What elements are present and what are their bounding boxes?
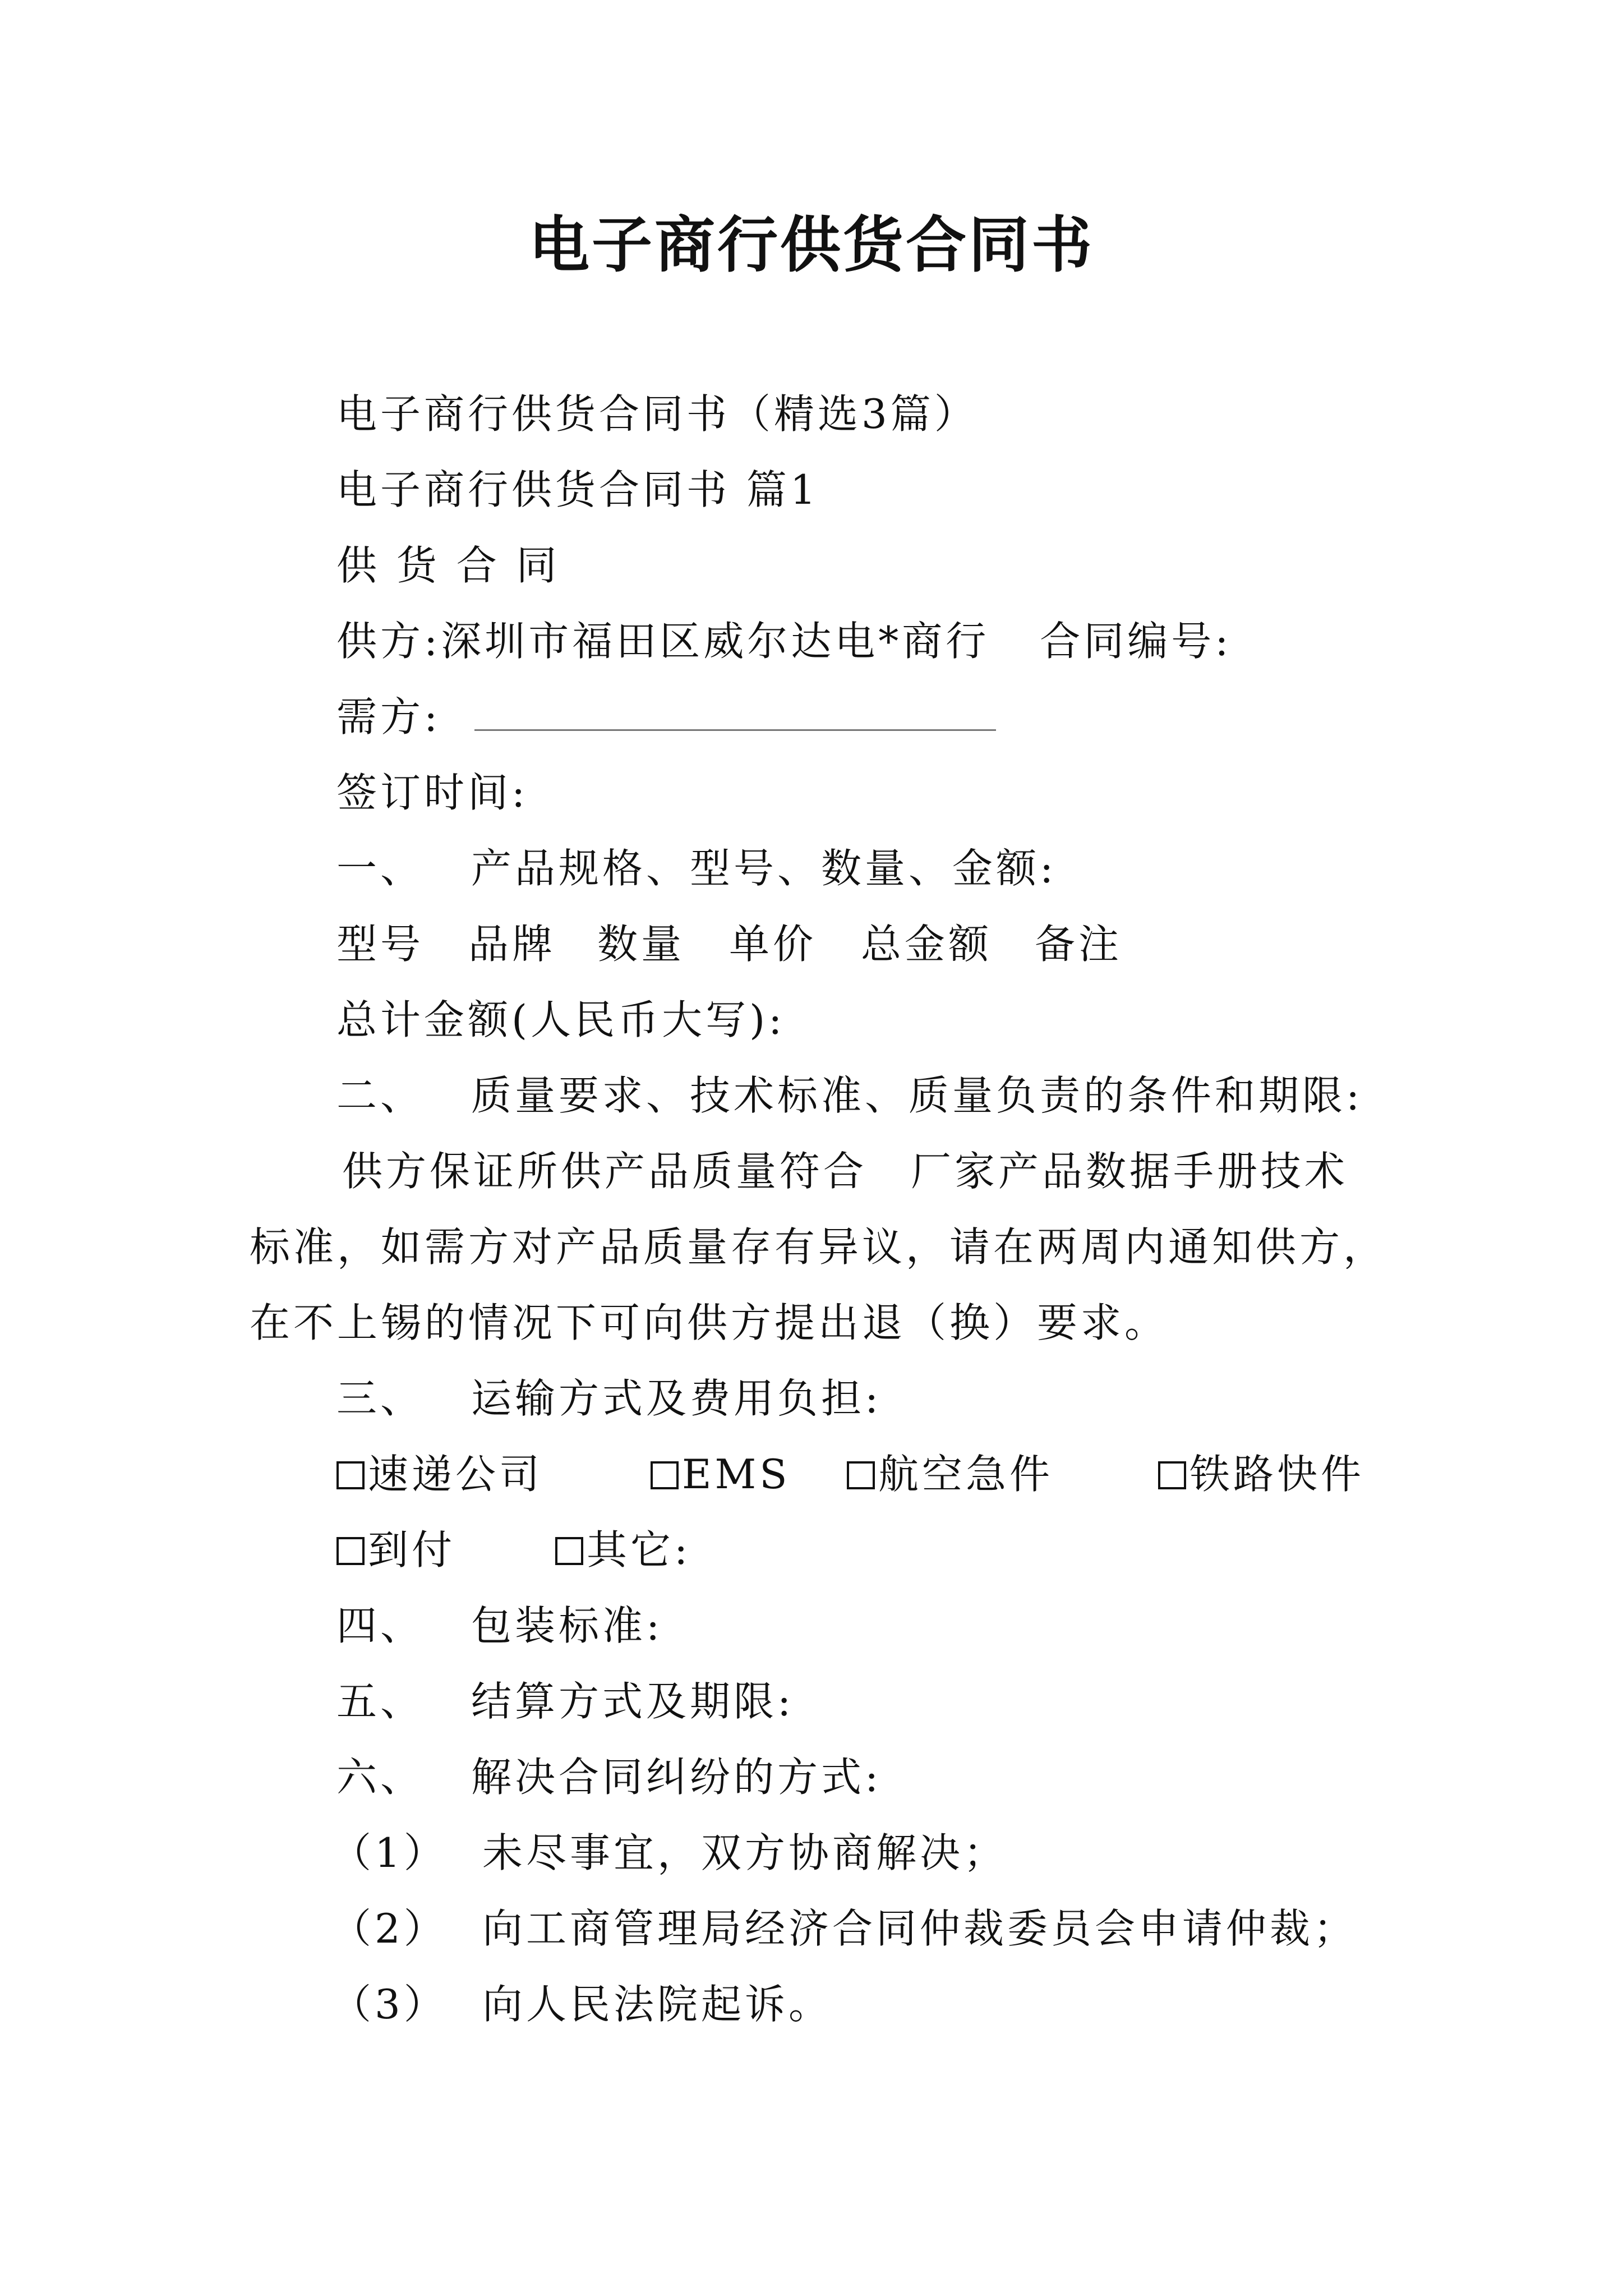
column-unit-price: 单价 <box>729 921 817 968</box>
option-air-express[interactable]: 航空急件 <box>847 1442 1158 1500</box>
buyer-label: 需方: <box>336 693 441 740</box>
quality-paragraph-line-1: 供方保证所供产品质量符合 厂家产品数据手册技术 <box>342 1148 1349 1195</box>
dispute-item-text: 向工商管理局经济合同仲裁委员会申请仲裁； <box>482 1905 1358 1952</box>
dispute-item-text: 向人民法院起诉。 <box>482 1981 833 2028</box>
option-ems[interactable]: EMS <box>651 1451 847 1498</box>
transport-options-row-1 <box>336 1442 1364 1500</box>
document-title: 电子商行供货合同书 <box>528 210 1094 280</box>
option-other[interactable]: 其它: <box>555 1517 691 1576</box>
checkbox-icon[interactable] <box>336 1461 365 1489</box>
section-6-heading <box>336 1745 882 1803</box>
checkbox-icon[interactable] <box>555 1537 583 1565</box>
column-quantity: 数量 <box>597 921 685 968</box>
section-5-number: 五、 <box>336 1678 425 1725</box>
section-1-number: 一、 <box>336 845 425 892</box>
column-remarks: 备注 <box>1035 921 1123 968</box>
buyer-blank <box>474 698 996 731</box>
column-total-amount: 总金额 <box>861 921 993 968</box>
option-express-company[interactable]: 速递公司 <box>336 1442 651 1500</box>
dispute-item-number: （1） <box>331 1829 448 1876</box>
section-4-heading <box>336 1593 663 1651</box>
dispute-item-2 <box>331 1896 1357 1954</box>
checkbox-icon[interactable] <box>1158 1461 1186 1489</box>
dispute-item-1 <box>331 1820 1007 1879</box>
option-rail-express[interactable]: 铁路快件 <box>1158 1442 1364 1500</box>
buyer-line <box>336 684 996 743</box>
section-3-number: 三、 <box>336 1375 425 1422</box>
dispute-item-number: （2） <box>331 1905 448 1952</box>
checkbox-icon[interactable] <box>336 1537 365 1565</box>
sign-date-label: 签订时间: <box>336 769 529 816</box>
section-5-heading <box>336 1669 794 1727</box>
quality-paragraph-line-3: 在不上锡的情况下可向供方提出退（换）要求。 <box>250 1299 1169 1346</box>
dispute-item-text: 未尽事宜，双方协商解决； <box>482 1829 1008 1876</box>
section-2-number: 二、 <box>336 1072 425 1119</box>
section-6-number: 六、 <box>336 1754 425 1801</box>
section-4-number: 四、 <box>336 1602 425 1649</box>
section-3-heading <box>336 1366 882 1424</box>
section-2-text: 质量要求、技术标准、质量负责的条件和期限: <box>471 1072 1363 1119</box>
document-subtitle: 电子商行供货合同书（精选3篇） <box>336 390 978 438</box>
section-1-text: 产品规格、型号、数量、金额: <box>471 845 1057 892</box>
checkbox-icon[interactable] <box>847 1461 875 1489</box>
product-table-header <box>336 912 1122 970</box>
section-6-text: 解决合同纠纷的方式: <box>471 1754 882 1801</box>
checkbox-icon[interactable] <box>651 1461 679 1489</box>
dispute-item-3 <box>331 1972 832 2030</box>
section-4-text: 包装标准: <box>471 1602 663 1649</box>
article-heading: 电子商行供货合同书 篇1 <box>336 466 819 513</box>
column-model: 型号 <box>336 921 425 968</box>
contract-number-label: 合同编号: <box>1040 618 1232 665</box>
supplier-label: 供方:深圳市福田区威尔达电*商行 <box>336 618 990 665</box>
option-cash-on-delivery[interactable]: 到付 <box>336 1517 555 1576</box>
section-3-text: 运输方式及费用负担: <box>471 1375 882 1422</box>
dispute-item-number: （3） <box>331 1981 448 2028</box>
section-5-text: 结算方式及期限: <box>471 1678 795 1725</box>
quality-paragraph-line-2: 标准，如需方对产品质量存有异议，请在两周内通知供方， <box>250 1223 1387 1271</box>
section-1-heading <box>336 836 1057 894</box>
transport-options-row-2 <box>336 1517 691 1576</box>
section-2-heading <box>336 1063 1363 1121</box>
column-brand: 品牌 <box>468 921 556 968</box>
supplier-line <box>336 609 1232 667</box>
total-amount-label: 总计金额(人民币大写): <box>336 996 786 1043</box>
contract-heading: 供 货 合 同 <box>336 542 560 589</box>
